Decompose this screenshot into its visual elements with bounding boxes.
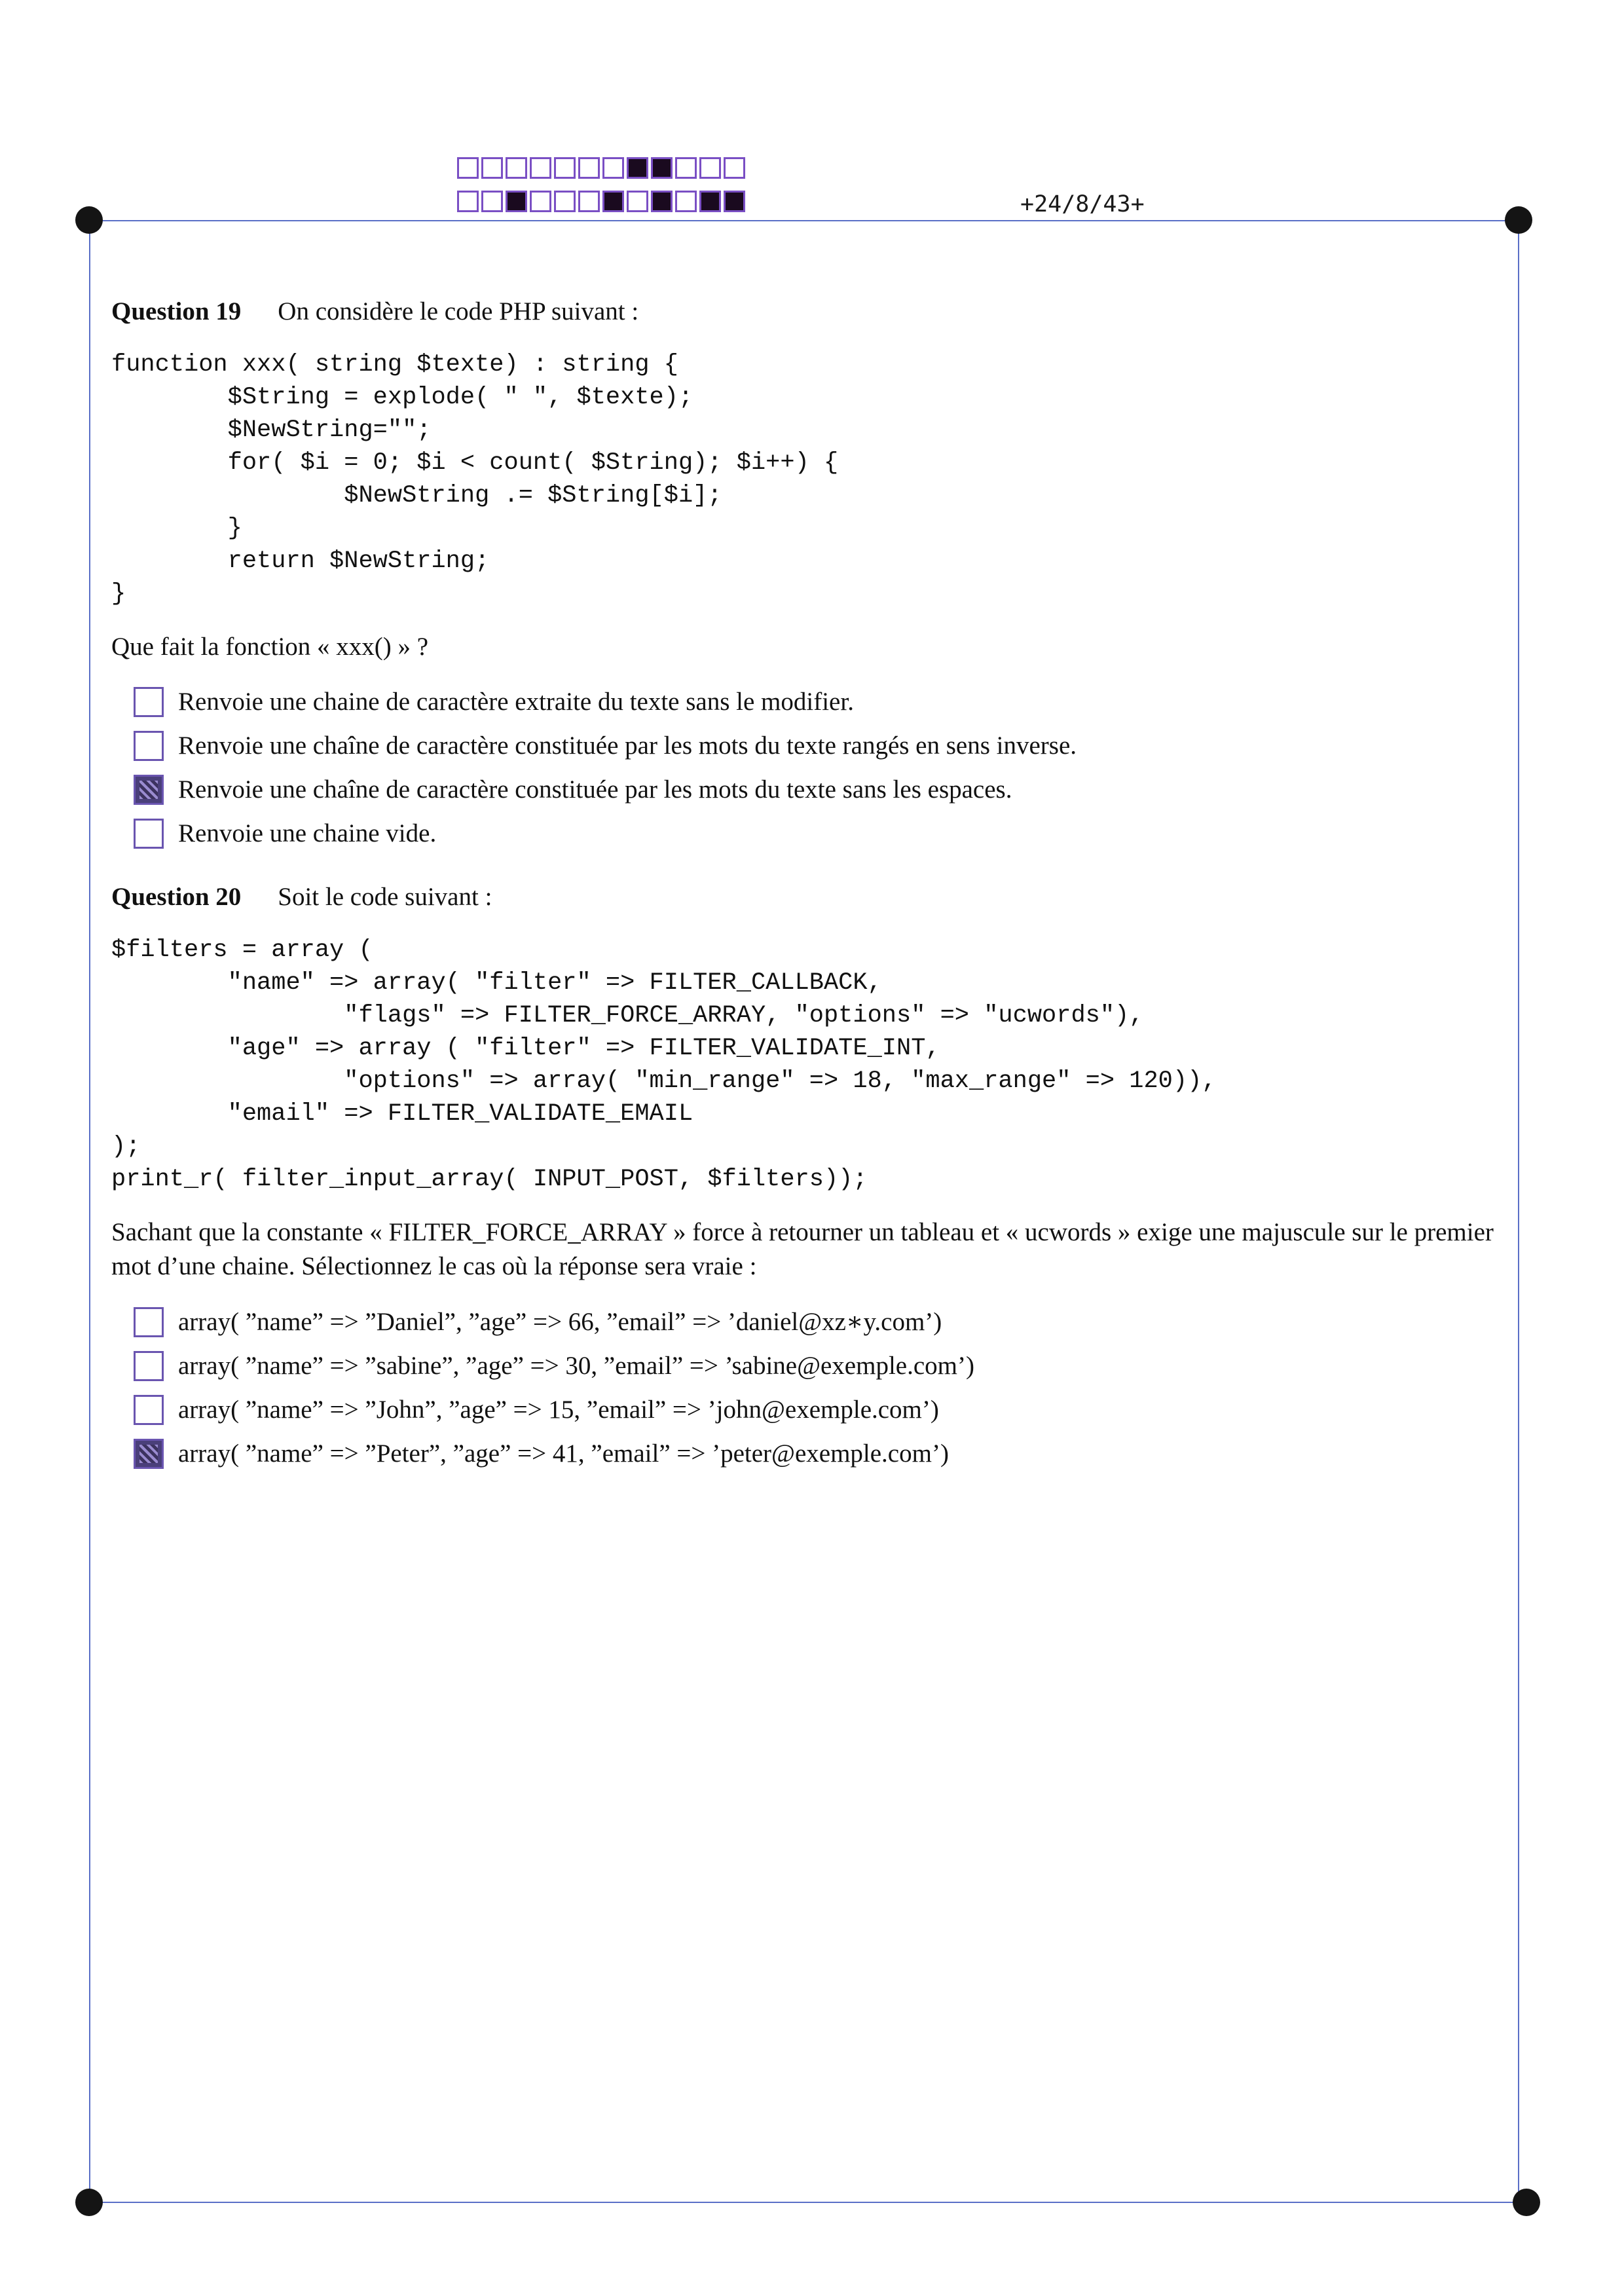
id-cell-empty: [627, 191, 648, 212]
option-label: Renvoie une chaîne de caractère constituée par les mots du texte rangés en sens inverse.: [178, 731, 1077, 760]
id-cell-filled: [651, 157, 673, 179]
question-number: Question 19: [111, 297, 242, 325]
option-label: array( ”name” => ”John”, ”age” => 15, ”email” => ’john@exemple.com’): [178, 1396, 939, 1424]
id-cell-empty: [578, 191, 600, 212]
question-intro: Soit le code suivant :: [278, 883, 492, 911]
id-cell-empty: [457, 191, 479, 212]
id-cell-filled: [724, 191, 745, 212]
id-cell-empty: [506, 157, 527, 179]
id-cell-empty: [675, 157, 697, 179]
option-label: array( ”name” => ”Peter”, ”age” => 41, ”email” => ’peter@exemple.com’): [178, 1439, 949, 1468]
q19-option-3[interactable]: [134, 773, 1012, 807]
option-label: array( ”name” => ”Daniel”, ”age” => 66, ”email” => ’daniel@xz∗y.com’): [178, 1308, 942, 1336]
id-cell-empty: [602, 157, 624, 179]
checkbox[interactable]: [134, 1307, 164, 1337]
q20-option-4[interactable]: [134, 1437, 949, 1471]
checkbox[interactable]: [134, 819, 164, 849]
id-cell-filled: [602, 191, 624, 212]
id-grid-row-2: [457, 191, 748, 212]
question-20-header: [111, 884, 492, 910]
q20-option-2[interactable]: [134, 1349, 974, 1383]
q19-option-1[interactable]: [134, 685, 854, 719]
id-cell-empty: [578, 157, 600, 179]
php-code-block-20: $filters = array ( "name" => array( "filter" => FILTER_CALLBACK, "flags" => FILTER_FORCE_ARRAY, "options" => "ucwords"), "age" => array ( "filter" => FILTER_VALIDATE_INT, "options" => array( "min_range" => 18, "max_range" => 120)), "email" => FILTER_VALIDATE_EMAIL ); print_r( filter_input_array( INPUT_POST, $filters));: [111, 936, 1217, 1193]
q20-option-3[interactable]: [134, 1393, 939, 1427]
id-cell-filled: [651, 191, 673, 212]
id-cell-empty: [554, 157, 576, 179]
corner-mark-top-right: [1505, 206, 1532, 234]
q20-option-1[interactable]: [134, 1305, 942, 1339]
checkbox-checked[interactable]: [134, 775, 164, 805]
id-cell-empty: [481, 157, 503, 179]
id-cell-empty: [554, 191, 576, 212]
checkbox-checked[interactable]: [134, 1439, 164, 1469]
frame-right-line: [1518, 220, 1519, 2203]
question-19-header: [111, 299, 638, 324]
id-cell-filled: [699, 191, 721, 212]
question-20-prompt: Sachant que la constante « FILTER_FORCE_ARRAY » force à retourner un tableau et « ucwords » exige une majuscule sur le premier mot d’une chaine. Sélectionnez le cas où la réponse sera vraie :: [111, 1218, 1494, 1280]
php-code-block-19: function xxx( string $texte) : string { $String = explode( " ", $texte); $NewString=""; for( $i = 0; $i < count( $String); $i++) { $NewString .= $String[$i]; } return $NewString; }: [111, 351, 839, 608]
id-cell-empty: [481, 191, 503, 212]
id-cell-filled: [506, 191, 527, 212]
checkbox[interactable]: [134, 687, 164, 717]
id-cell-empty: [457, 157, 479, 179]
id-cell-filled: [627, 157, 648, 179]
frame-top-line: [89, 220, 1519, 221]
id-cell-empty: [675, 191, 697, 212]
id-grid-row-1: [457, 157, 748, 179]
page-id: +24/8/43+: [1020, 191, 1145, 217]
checkbox[interactable]: [134, 1395, 164, 1425]
question-19-prompt: Que fait la fonction « xxx() » ?: [111, 633, 429, 661]
frame-left-line: [89, 220, 90, 2203]
id-cell-empty: [530, 157, 551, 179]
q19-option-4[interactable]: [134, 817, 436, 851]
id-cell-empty: [699, 157, 721, 179]
option-label: array( ”name” => ”sabine”, ”age” => 30, ”email” => ’sabine@exemple.com’): [178, 1352, 974, 1380]
question-number: Question 20: [111, 883, 242, 911]
corner-mark-top-left: [75, 206, 103, 234]
corner-mark-bottom-left: [75, 2189, 103, 2216]
id-cell-empty: [530, 191, 551, 212]
id-cell-empty: [724, 157, 745, 179]
option-label: Renvoie une chaine de caractère extraite du texte sans le modifier.: [178, 688, 854, 716]
checkbox[interactable]: [134, 1351, 164, 1381]
q19-option-2[interactable]: [134, 729, 1077, 763]
frame-bottom-line: [89, 2202, 1519, 2203]
checkbox[interactable]: [134, 731, 164, 761]
option-label: Renvoie une chaîne de caractère constituée par les mots du texte sans les espaces.: [178, 775, 1012, 804]
corner-mark-bottom-right: [1513, 2189, 1540, 2216]
option-label: Renvoie une chaine vide.: [178, 819, 437, 847]
question-intro: On considère le code PHP suivant :: [278, 297, 639, 325]
